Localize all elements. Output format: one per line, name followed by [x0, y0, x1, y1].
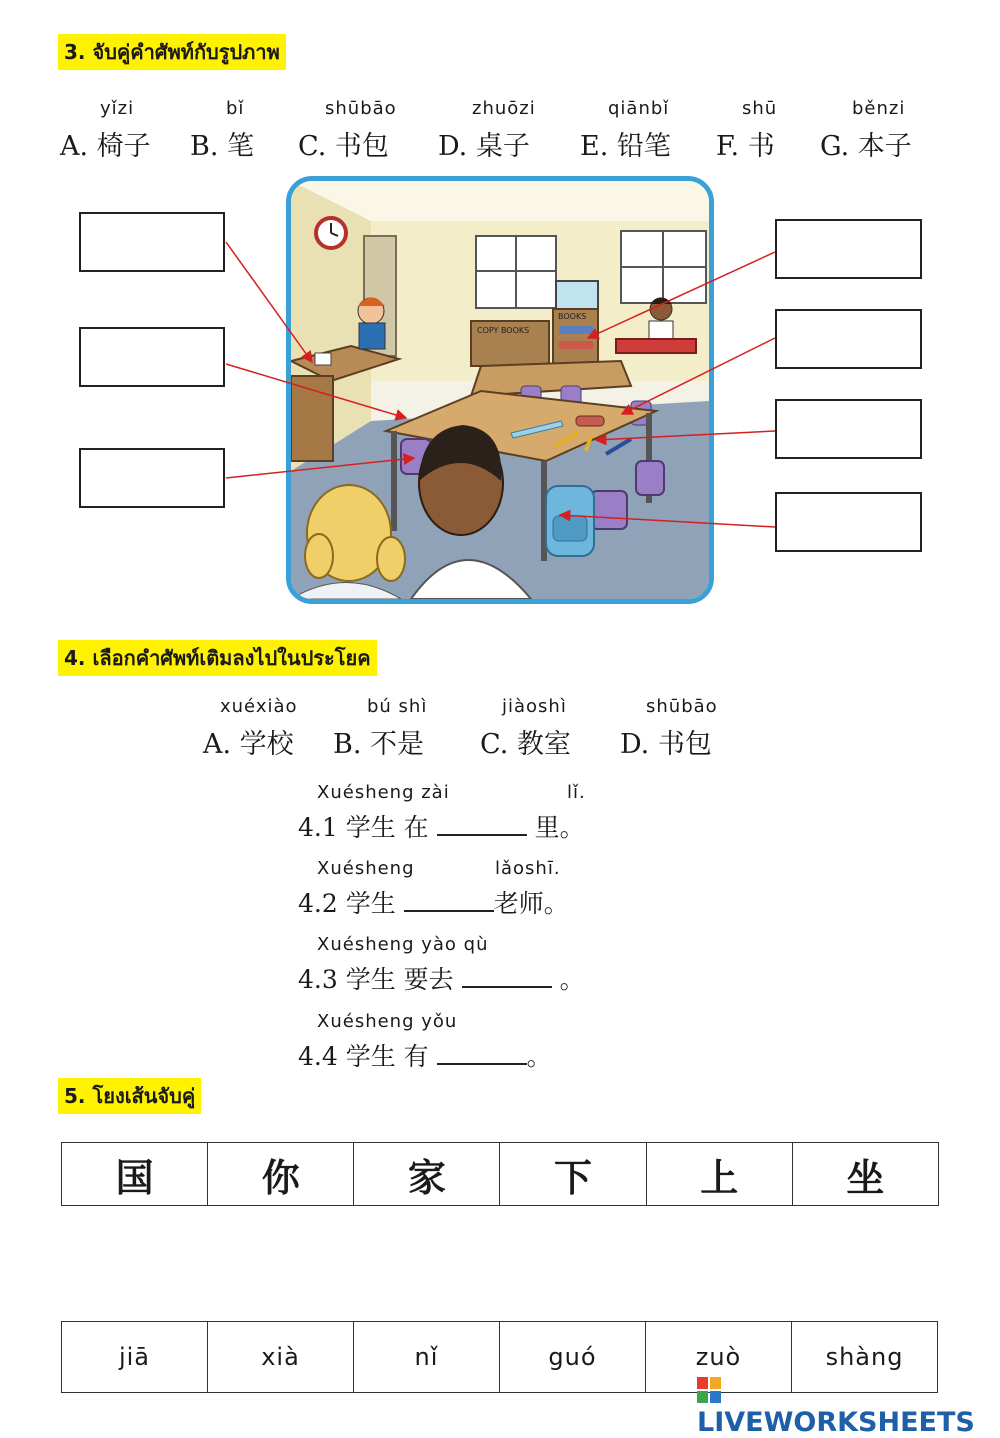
- books-sign: BOOKS: [558, 312, 587, 321]
- sentence-after: 里。: [534, 813, 585, 842]
- blank-input[interactable]: [437, 1043, 527, 1065]
- sentence-before: 学生 要去: [345, 965, 454, 994]
- arrow-7: [560, 515, 775, 527]
- option-pinyin: qiānbǐ: [608, 98, 670, 119]
- sentence-pinyin: Xuésheng yǒu: [317, 1011, 458, 1032]
- arrow-5: [622, 338, 775, 414]
- sentence-before: 学生 有: [345, 1042, 429, 1071]
- sentence-pinyin-end: lǐ.: [567, 782, 586, 803]
- option-pinyin: yǐzi: [100, 98, 135, 119]
- character-cell[interactable]: 下: [500, 1143, 646, 1206]
- sentence-text: [298, 960, 585, 996]
- option-pinyin: shū: [742, 98, 778, 119]
- character-cell[interactable]: 家: [354, 1143, 500, 1206]
- option-pinyin: zhuōzi: [472, 98, 536, 119]
- sentence-number: 4.2: [298, 889, 338, 918]
- section-3-heading: 3. จับคู่คำศัพท์กับรูปภาพ: [58, 34, 286, 70]
- option-label: B. 笔: [190, 131, 255, 162]
- sentence-number: 4.1: [298, 813, 338, 842]
- sentence-before: 学生 在: [345, 813, 429, 842]
- pointer-arrows: [0, 0, 1000, 620]
- option-label: A. 椅子: [60, 131, 151, 162]
- sentence-pinyin-end: lǎoshī.: [495, 858, 561, 879]
- section-5-heading: 5. โยงเส้นจับคู่: [58, 1078, 201, 1114]
- sentence-text: [298, 1037, 552, 1073]
- option-label: F. 书: [716, 131, 775, 162]
- option-pinyin: jiàoshì: [502, 696, 567, 717]
- option-pinyin: shūbāo: [646, 696, 718, 717]
- sentence-after: 。: [526, 1042, 552, 1071]
- option-label: C. 书包: [298, 131, 389, 162]
- pinyin-cell[interactable]: shàng: [792, 1322, 938, 1393]
- option-pinyin: xuéxiào: [220, 696, 298, 717]
- option-pinyin: shūbāo: [325, 98, 397, 119]
- arrow-2: [226, 364, 406, 418]
- section-4-heading: 4. เลือกคำศัพท์เติมลงไปในประโยค: [58, 640, 377, 676]
- liveworksheets-logo: [697, 1376, 1000, 1438]
- character-cell[interactable]: 上: [646, 1143, 792, 1206]
- option-pinyin: bú shì: [367, 696, 428, 717]
- option-label: E. 铅笔: [580, 131, 671, 162]
- arrow-4: [588, 252, 775, 338]
- liveworksheets-badge-icon: [697, 1377, 721, 1403]
- blank-input[interactable]: [404, 890, 494, 912]
- pinyin-cell[interactable]: guó: [500, 1322, 646, 1393]
- sentence-before: 学生: [345, 889, 396, 918]
- copy-books-sign: COPY BOOKS: [477, 326, 530, 335]
- sentence-text: [298, 808, 585, 844]
- option-pinyin: bǐ: [226, 98, 245, 119]
- character-table: [61, 1142, 939, 1206]
- pinyin-cell[interactable]: zuò: [646, 1322, 792, 1393]
- option-label: A. 学校: [203, 729, 294, 760]
- sentence-after: 老师。: [493, 889, 569, 918]
- character-cell[interactable]: 坐: [792, 1143, 938, 1206]
- sentence-number: 4.4: [298, 1042, 338, 1071]
- sentence-number: 4.3: [298, 965, 338, 994]
- pinyin-cell[interactable]: xià: [208, 1322, 354, 1393]
- sentence-pinyin: Xuésheng zài: [317, 782, 450, 803]
- sentence-pinyin: Xuésheng yào qù: [317, 934, 489, 955]
- pinyin-cell[interactable]: nǐ: [354, 1322, 500, 1393]
- character-cell[interactable]: 国: [62, 1143, 208, 1206]
- sentence-pinyin: Xuésheng: [317, 858, 415, 879]
- liveworksheets-wordmark: LIVEWORKSHEETS: [697, 1407, 975, 1438]
- option-label: B. 不是: [333, 729, 425, 760]
- pinyin-cell[interactable]: jiā: [62, 1322, 208, 1393]
- blank-input[interactable]: [437, 814, 527, 836]
- option-label: D. 桌子: [438, 131, 530, 162]
- arrow-6: [596, 431, 775, 440]
- arrow-3: [226, 458, 414, 478]
- option-label: C. 教室: [480, 729, 571, 760]
- option-label: G. 本子: [820, 131, 912, 162]
- option-pinyin: běnzi: [852, 98, 906, 119]
- option-label: D. 书包: [620, 729, 712, 760]
- blank-input[interactable]: [462, 966, 552, 988]
- sentence-after: 。: [559, 965, 585, 994]
- character-cell[interactable]: 你: [208, 1143, 354, 1206]
- arrow-1: [226, 242, 312, 362]
- sentence-text: [298, 884, 569, 920]
